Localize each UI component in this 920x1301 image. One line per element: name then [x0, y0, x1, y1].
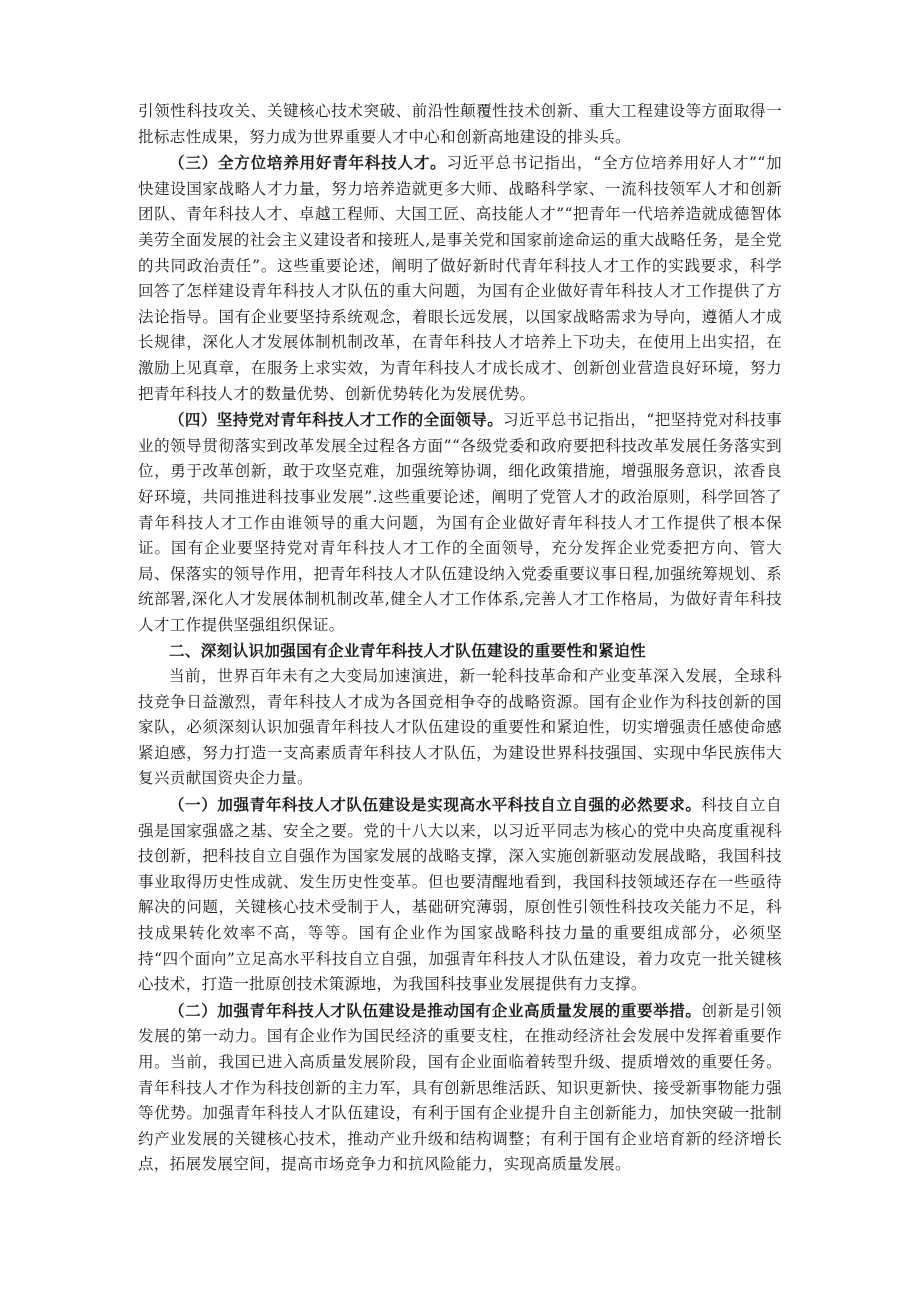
paragraph-text: 科技自立自强是国家强盛之基、安全之要。党的十八大以来，以习近平同志为核心的党中央高度重视科技创新，把科技自立自强作为国家发展的战略支撑，深入实施创新驱动发展战略，我国科技事业取得历史性成就、发生历史性变革。但也要清醒地看到，我国科技领域还存在一些亟待解决的问题，关键核心技术受制于人，基础研究薄弱，原创性引领性科技攻关能力不足，科技成果转化效率不高，等等。国有企业作为国家战略科技力量的重要组成部分，必须坚持“四个面向”立足高水平科技自立自强，加强青年科技人才队伍建设，着力攻克一批关键核心技术，打造一批原创技术策源地，为我国科技事业发展提供有力支撑。	[138, 796, 782, 994]
paragraph-subsection-2	[138, 998, 782, 1178]
document-page	[138, 99, 782, 1178]
paragraph-continuation	[138, 99, 782, 150]
paragraph-text: 创新是引领发展的第一动力。国有企业作为国民经济的重要支柱，在推动经济社会发展中发挥着重要作用。当前，我国已进入高质量发展阶段，国有企业面临着转型升级、提质增效的重要任务。青年科技人才作为科技创新的主力军，具有创新思维活跃、知识更新快、接受新事物能力强等优势。加强青年科技人才队伍建设，有利于国有企业提升自主创新能力，加快突破一批制约产业发展的关键核心技术，推动产业升级和结构调整；有利于国有企业培育新的经济增长点，拓展发展空间，提高市场竞争力和抗风险能力，实现高质量发展。	[138, 1001, 782, 1174]
paragraph-lead: （四）坚持党对青年科技人才工作的全面领导。	[169, 410, 504, 430]
paragraph-lead: （一）加强青年科技人才队伍建设是实现高水平科技自立自强的必然要求。	[169, 795, 702, 815]
paragraph-text: 习近平总书记指出，“全方位培养用好人才”“加快建设国家战略人才力量，努力培养造就更多大师、战略科学家、一流科技领军人才和创新团队、青年科技人才、卓越工程师、大国工匠、高技能人才”“把青年一代培养造就成德智体美劳全面发展的社会主义建设者和接班人,是事关党和国家前途命运的重大战略任务，是全党的共同政治责任”。这些重要论述，阐明了做好新时代青年科技人才工作的实践要求，科学回答了怎样建设青年科技人才队伍的重大问题，为国有企业做好青年科技人才工作提供了方法论指导。国有企业要坚持系统观念，着眼长远发展，以国家战略需求为导向，遵循人才成长规律，深化人才发展体制机制改革，在青年科技人才培养上下功夫，在使用上出实招，在激励上见真章，在服务上求实效，为青年科技人才成长成才、创新创业营造良好环境，努力把青年科技人才的数量优势、创新优势转化为发展优势。	[138, 154, 782, 403]
paragraph-section-4	[138, 407, 782, 638]
paragraph-subsection-1	[138, 792, 782, 998]
paragraph-text: 引领性科技攻关、关键核心技术突破、前沿性颠覆性技术创新、重大工程建设等方面取得一批标志性成果，努力成为世界重要人才中心和创新高地建设的排头兵。	[138, 102, 782, 146]
paragraph-text: 当前，世界百年未有之大变局加速演进，新一轮科技革命和产业变革深入发展，全球科技竞争日益激烈，青年科技人才成为各国竞相争夺的战略资源。国有企业作为科技创新的国家队，必须深刻认识加强青年科技人才队伍建设的重要性和紧迫性，切实增强责任感使命感紧迫感，努力打造一支高素质青年科技人才队伍，为建设世界科技强国、实现中华民族伟大复兴贡献国资央企力量。	[138, 667, 782, 788]
paragraph-text: 习近平总书记指出，“把坚持党对科技事业的领导贯彻落实到改革发展全过程各方面”“各级党委和政府要把科技改革发展任务落实到位，勇于改革创新，敢于攻坚克难，加强统筹协调，细化政策措施，增强服务意识，浓香良好环境，共同推进科技事业发展”.这些重要论述，阐明了党管人才的政治原则，科学回答了青年科技人才工作由谁领导的重大问题，为国有企业做好青年科技人才工作提供了根本保证。国有企业要坚持党对青年科技人才工作的全面领导，充分发挥企业党委把方向、管大局、保落实的领导作用，把青年科技人才队伍建设纳入党委重要议事日程,加强统筹规划、系统部署,深化人才发展体制机制改革,健全人才工作体系,完善人才工作格局，为做好青年科技人才工作提供坚强组织保证。	[138, 411, 782, 634]
paragraph-section-3	[138, 150, 782, 407]
paragraph-lead: （二）加强青年科技人才队伍建设是推动国有企业高质量发展的重要举措。	[169, 1000, 702, 1020]
paragraph-intro	[138, 664, 782, 792]
section-heading	[138, 638, 782, 664]
paragraph-lead: （三）全方位培养用好青年科技人才。	[169, 153, 447, 173]
section-heading-text: 二、深刻认识加强国有企业青年科技人才队伍建设的重要性和紧迫性	[169, 641, 647, 661]
